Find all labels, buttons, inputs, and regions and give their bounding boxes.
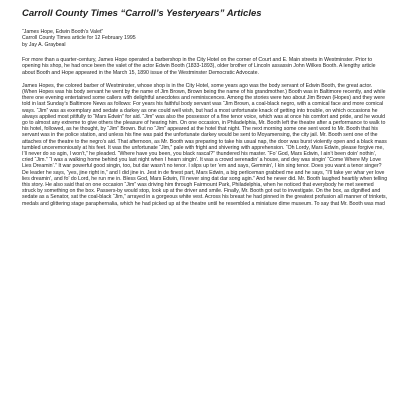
article-headline: “James Hope, Edwin Booth’s Valet” bbox=[22, 29, 104, 35]
intro-paragraph: For more than a quarter-century, James Hope operated a barbershop in the City Hotel on the corner of Court and E. Main streets in Westminster. Prior to opening his shop, he had once been the valet of the actor Edwin Booth (1833-1893), older brother of Lincoln assassin John Wilkes Booth. A lengthy article about Booth and Hope appeared in the March 15, 1890 issue of the Westminster Democratic Advocate. bbox=[22, 57, 376, 76]
article-meta bbox=[22, 29, 388, 48]
article-author: by Jay A. Graybeal bbox=[22, 41, 66, 48]
article-source: Carroll County Times article for 12 February 1995 bbox=[22, 35, 136, 42]
body-paragraph: James Hopes, the colored barber of Westminster, whose shop is in the City Hotel, some years ago was the body servant of Edwin Booth, the great actor. (When Hopes was his body servant he went by the name of Jim Brown, Brown being the name of his grandmother.) Booth was in Baltimore recently, and while there one evening entertained some callers with delightful anecdotes and reminiscences. Among the stories were two about Jim Brown (Hopes) and they were told in last Sunday’s Baltimore News as follows: For years his faithful body servant was “Jim Brown, a coal-black negro, with a comical face and more comical ways. “Jim” was as exemplary and sedate a darkey as one could well wish, but had a most unfortunate knack of getting into trouble, on which occasions he always applied most pitifully to “Mars Edwin” for aid. “Jim” was also the possessor of a fine tenor voice, which was at once his comfort and pride, and he would go to almost any extreme to give others the pleasure of hearing him. On one occasion, in Philadelphia, Mr. Booth left the theatre after a performance to walk to his hotel, followed, as he thought, by “Jim” Brown. But no “Jim” appeared at the hotel that night. The next morning some one sent word to Mr. Booth that his servant was in the police station, and unless his fine was paid the unfortunate darkey would be sent to Moyamensing, the city jail. Mr. Booth sent one of the attaches of the theatre to the negro’s aid. That afternoon, as Mr. Booth was preparing to take his usual nap, the door was burst violently open and a black mass tumbled unceremoniously at his feet. It was the unfortunate “Jim,” pale with fright and shivering with apprehension. “Oh Lordy, Mars Edwin, please forgive me, I’ll never do so agin, I won’t,” he pleaded. “Where have you been, you black rascal?” thundered his master. “Fo’ God, Mars Edwin, I ain’t been doin’ nothin’, cried “Jim.” “I was a walking home behind you last night when I hearn singin’. It was a crowd serenadin’ a house, and dey was singin’ “Come Where My Love Lies Dreamin’.” It war powerful good singin, too, but dar wasn’t no tenor. I slips up ter ’em and says, Gemmin’, I kin sing tenor. Does you want a tenor singer? De leader he says, “yes, jine right in,” and I did jine in. Jest in de finest part, Mars Edwin, a big perliceman grabbed me and he says, “I’ll take yer whar yer love lies dreamin’, and fo’ do Lord, he run me in. Bless God, Mars Edwin, I’ll never sing dat dar song agin.” And he never did. Mr. Booth laughed heartily when telling this story. He also said that on one occasion “Jim” was driving him through Fairmount Park, Philadelphia, when he noticed that everybody he met seemed struck by something on the box. Passers-by would stop, look up at the driver and smile. Finally, Mr. Booth got out to investigate. On the box, as dignified and sedate as a Senator, sat the coal-black “Jim,” arrayed in a gorgeous white vest. Across his breast he had pinned in the greatest profusion all manner of trinkets, medals and glittering stage paraphernalia, which he had picked up at the theatre until he resembled a miniature dime museum. To say that Mr. Booth was mad bbox=[22, 82, 388, 207]
document-title: Carroll County Times “Carroll’s Yesteryears” Articles bbox=[22, 8, 262, 19]
